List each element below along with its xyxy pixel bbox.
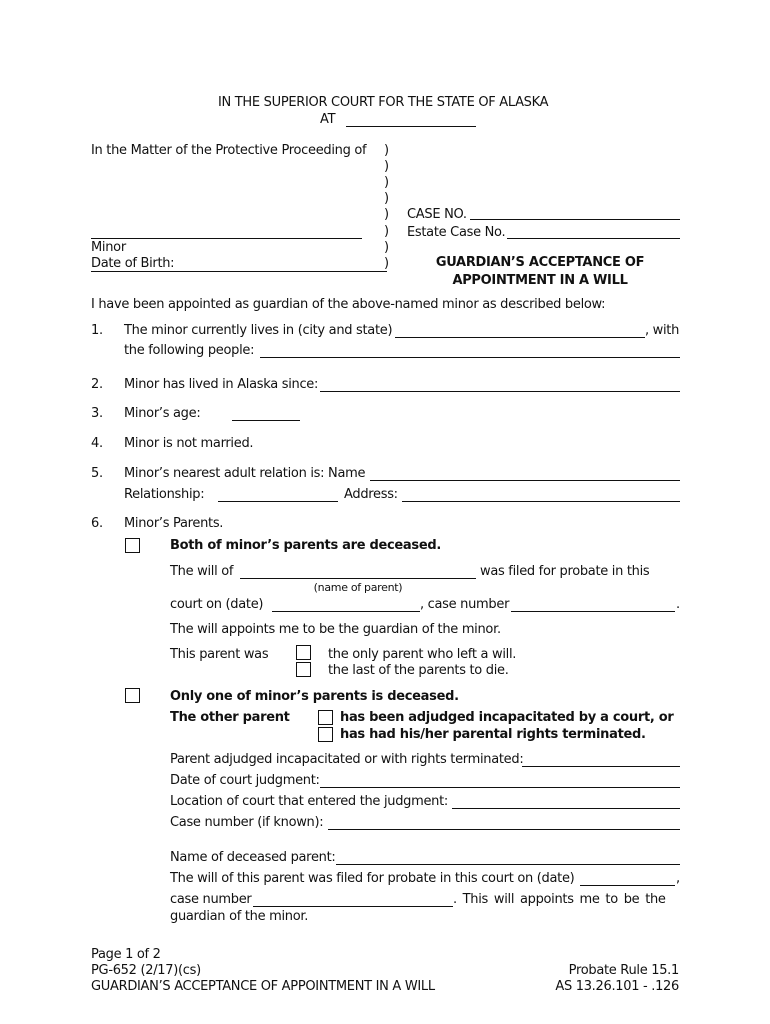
rights-terminated-label: has had his/her parental rights terminated. [340, 727, 646, 742]
relation-name-label: Minor’s nearest adult relation is: Name [124, 466, 366, 481]
not-married-text: Minor is not married. [124, 436, 254, 451]
judgment-date-label: Date of court judgment: [170, 773, 320, 788]
matter-label: In the Matter of the Protective Proceeding of [91, 143, 367, 158]
both-deceased-checkbox[interactable] [125, 538, 140, 553]
intro-text: I have been appointed as guardian of the above-named minor as described below: [91, 297, 606, 312]
deceased-parent-label: Name of deceased parent: [170, 850, 336, 865]
item-number: 4. [91, 436, 103, 451]
city-state-field[interactable] [395, 337, 645, 338]
page-number: Page 1 of 2 [91, 947, 161, 962]
paren: ) [384, 191, 389, 206]
this-parent-label: This parent was [170, 647, 269, 662]
relation-name-field[interactable] [370, 480, 680, 481]
probate-rule: Probate Rule 15.1 [568, 963, 679, 978]
last-parent-label: the last of the parents to die. [328, 663, 509, 678]
at-field[interactable] [346, 126, 476, 127]
item-number: 3. [91, 406, 103, 421]
incapacitated-checkbox[interactable] [318, 710, 333, 725]
address-field[interactable] [402, 501, 680, 502]
paren: ) [384, 240, 389, 255]
people-field[interactable] [260, 357, 680, 358]
age-label: Minor’s age: [124, 406, 201, 421]
both-deceased-heading: Both of minor’s parents are deceased. [170, 538, 441, 553]
appoints-text: The will appoints me to be the guardian of the minor. [170, 622, 501, 637]
minor-label: Minor [91, 240, 126, 255]
case-no-field[interactable] [470, 219, 680, 220]
paren: ) [384, 224, 389, 239]
paren: ) [384, 143, 389, 158]
only-parent-checkbox[interactable] [296, 645, 311, 660]
case-number-known-label: Case number (if known): [170, 815, 324, 830]
form-title: APPOINTMENT IN A WILL [452, 273, 628, 288]
will-of-label: The will of [170, 564, 234, 579]
deceased-case-number-label: case number [170, 892, 252, 907]
deceased-case-number-field[interactable] [253, 906, 453, 907]
statute: AS 13.26.101 - .126 [555, 979, 679, 994]
relationship-field[interactable] [218, 501, 338, 502]
paren: ) [384, 159, 389, 174]
court-location-field[interactable] [452, 808, 680, 809]
period: . [676, 597, 680, 612]
only-parent-label: the only parent who left a will. [328, 647, 517, 662]
paren: ) [384, 175, 389, 190]
estate-case-no-field[interactable] [507, 238, 680, 239]
people-label: the following people: [124, 343, 255, 358]
last-parent-checkbox[interactable] [296, 662, 311, 677]
paren: ) [384, 256, 389, 271]
case-no-label: CASE NO. [407, 207, 467, 222]
deceased-parent-field[interactable] [336, 864, 680, 865]
item-number: 5. [91, 466, 103, 481]
court-heading: IN THE SUPERIOR COURT FOR THE STATE OF ALASKA [218, 95, 549, 110]
will-filed-date-field[interactable] [580, 885, 675, 886]
address-label: Address: [344, 487, 398, 502]
minor-name-field[interactable] [91, 238, 362, 239]
form-title: GUARDIAN’S ACCEPTANCE OF [435, 255, 645, 270]
adjudged-parent-field[interactable] [522, 766, 680, 767]
item-number: 6. [91, 516, 103, 531]
one-deceased-heading: Only one of minor’s parents is deceased. [170, 689, 459, 704]
court-location-label: Location of court that entered the judgment: [170, 794, 448, 809]
incapacitated-label: has been adjudged incapacitated by a court, or [340, 710, 674, 725]
one-deceased-checkbox[interactable] [125, 688, 140, 703]
footer-title: GUARDIAN’S ACCEPTANCE OF APPOINTMENT IN A WILL [91, 979, 435, 994]
filed-label: was filed for probate in this [480, 564, 650, 579]
court-date-label: court on (date) [170, 597, 264, 612]
alaska-since-field[interactable] [320, 391, 680, 392]
rights-terminated-checkbox[interactable] [318, 727, 333, 742]
alaska-since-label: Minor has lived in Alaska since: [124, 377, 319, 392]
at-label: AT [320, 112, 336, 127]
form-number: PG-652 (2/17)(cs) [91, 963, 201, 978]
dob-field[interactable] [91, 271, 387, 272]
appoints-text-2: . This will appoints me to be the [453, 892, 666, 907]
age-field[interactable] [232, 420, 300, 421]
name-of-parent-caption: (name of parent) [313, 581, 403, 594]
judgment-date-field[interactable] [320, 787, 680, 788]
case-number-field[interactable] [511, 611, 675, 612]
dob-label: Date of Birth: [91, 256, 175, 271]
other-parent-label: The other parent [170, 710, 290, 725]
case-number-label: , case number [420, 597, 510, 612]
item-number: 2. [91, 377, 103, 392]
comma: , [676, 871, 680, 886]
court-date-field[interactable] [272, 611, 420, 612]
parents-label: Minor’s Parents. [124, 516, 224, 531]
item-number: 1. [91, 323, 103, 338]
with-label: , with [645, 323, 680, 338]
adjudged-parent-label: Parent adjudged incapacitated or with rights terminated: [170, 752, 524, 767]
guardian-of-minor-text: guardian of the minor. [170, 909, 309, 924]
relationship-label: Relationship: [124, 487, 205, 502]
estate-case-no-label: Estate Case No. [407, 225, 506, 240]
paren: ) [384, 207, 389, 222]
case-number-known-field[interactable] [328, 829, 680, 830]
parent-name-field[interactable] [240, 578, 476, 579]
will-filed-date-label: The will of this parent was filed for probate in this court on (date) [170, 871, 575, 886]
city-state-label: The minor currently lives in (city and state) [124, 323, 393, 338]
